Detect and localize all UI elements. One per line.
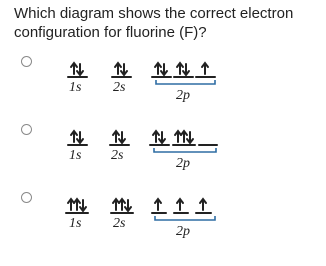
option-a-2s-label: 2s — [113, 80, 126, 95]
option-b-2s-label: 2s — [111, 148, 124, 163]
option-a-1s-label: 1s — [69, 80, 82, 95]
option-b[interactable] — [0, 128, 326, 198]
option-c[interactable] — [0, 196, 326, 266]
option-b-1s-label: 1s — [69, 148, 82, 163]
option-b-2p-label: 2p — [176, 156, 190, 171]
question-text — [14, 4, 319, 42]
option-c-diagram — [0, 196, 326, 266]
option-a[interactable] — [0, 60, 326, 130]
option-b-diagram — [0, 128, 326, 198]
option-c-2s-label: 2s — [113, 216, 126, 231]
option-a-2p-label: 2p — [176, 88, 190, 103]
option-c-2p-label: 2p — [176, 224, 190, 239]
question-line-2: configuration for fluorine (F)? — [14, 24, 207, 41]
option-c-1s-label: 1s — [69, 216, 82, 231]
option-a-diagram — [0, 60, 326, 130]
question-line-1: Which diagram shows the correct electron — [14, 5, 294, 22]
